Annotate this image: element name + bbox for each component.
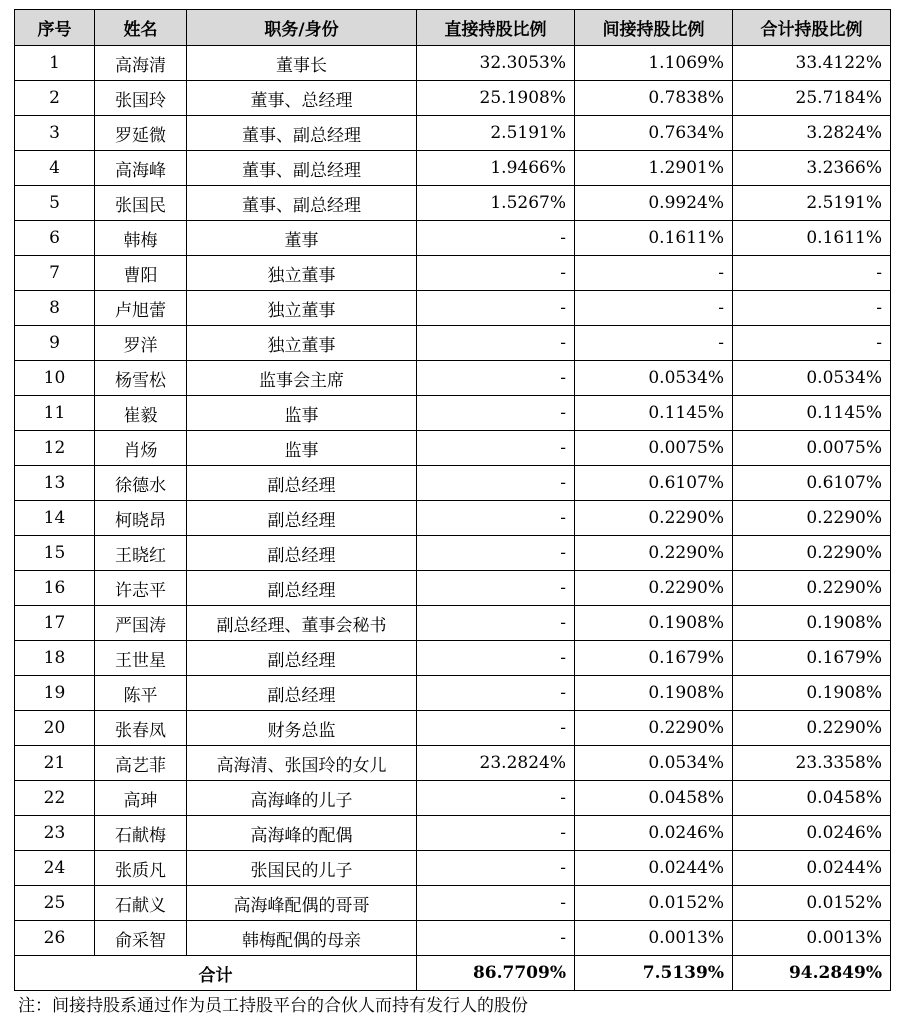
direct-ratio-cell: 25.1908% xyxy=(417,81,575,116)
position-cell: 董事 xyxy=(187,221,417,256)
position-cell: 董事、副总经理 xyxy=(187,186,417,221)
total-ratio-cell: - xyxy=(733,326,891,361)
direct-ratio-cell: 2.5191% xyxy=(417,116,575,151)
header-indirect-ratio: 间接持股比例 xyxy=(575,10,733,46)
index-cell: 25 xyxy=(15,886,95,921)
table-row xyxy=(15,676,891,711)
indirect-ratio-cell: 0.2290% xyxy=(575,501,733,536)
index-cell: 26 xyxy=(15,921,95,956)
header-total-ratio: 合计持股比例 xyxy=(733,10,891,46)
table-header-row xyxy=(15,10,891,46)
table-row xyxy=(15,886,891,921)
indirect-ratio-cell: 0.0075% xyxy=(575,431,733,466)
name-cell: 王世星 xyxy=(95,641,187,676)
name-cell: 罗洋 xyxy=(95,326,187,361)
direct-ratio-cell: - xyxy=(417,781,575,816)
name-cell: 曹阳 xyxy=(95,256,187,291)
indirect-ratio-cell: 1.2901% xyxy=(575,151,733,186)
index-cell: 9 xyxy=(15,326,95,361)
index-cell: 23 xyxy=(15,816,95,851)
header-name: 姓名 xyxy=(95,10,187,46)
total-ratio-cell: 0.0246% xyxy=(733,816,891,851)
table-row xyxy=(15,361,891,396)
direct-ratio-cell: - xyxy=(417,571,575,606)
direct-ratio-cell: - xyxy=(417,641,575,676)
position-cell: 监事 xyxy=(187,396,417,431)
indirect-ratio-cell: 0.1908% xyxy=(575,676,733,711)
indirect-ratio-cell: 0.0152% xyxy=(575,886,733,921)
indirect-ratio-cell: 0.7634% xyxy=(575,116,733,151)
name-cell: 柯晓昂 xyxy=(95,501,187,536)
table-row xyxy=(15,851,891,886)
table-row xyxy=(15,396,891,431)
name-cell: 徐德水 xyxy=(95,466,187,501)
direct-ratio-cell: - xyxy=(417,816,575,851)
header-position: 职务/身份 xyxy=(187,10,417,46)
index-cell: 21 xyxy=(15,746,95,781)
indirect-ratio-cell: 0.1908% xyxy=(575,606,733,641)
total-ratio-cell: - xyxy=(733,291,891,326)
indirect-ratio-cell: 0.2290% xyxy=(575,711,733,746)
index-cell: 3 xyxy=(15,116,95,151)
table-row xyxy=(15,921,891,956)
total-ratio-cell: 23.3358% xyxy=(733,746,891,781)
indirect-ratio-cell: 0.0534% xyxy=(575,361,733,396)
total-ratio-cell: 0.1611% xyxy=(733,221,891,256)
total-ratio-cell: 0.2290% xyxy=(733,711,891,746)
index-cell: 2 xyxy=(15,81,95,116)
total-ratio-cell: 2.5191% xyxy=(733,186,891,221)
direct-ratio-cell: - xyxy=(417,396,575,431)
index-cell: 10 xyxy=(15,361,95,396)
indirect-ratio-cell: 0.7838% xyxy=(575,81,733,116)
index-cell: 13 xyxy=(15,466,95,501)
indirect-ratio-cell: 0.2290% xyxy=(575,536,733,571)
header-index: 序号 xyxy=(15,10,95,46)
total-row xyxy=(15,956,891,991)
total-ratio-cell: 0.0152% xyxy=(733,886,891,921)
indirect-ratio-cell: - xyxy=(575,326,733,361)
table-row xyxy=(15,81,891,116)
table-row xyxy=(15,291,891,326)
name-cell: 俞采智 xyxy=(95,921,187,956)
indirect-ratio-cell: 0.0246% xyxy=(575,816,733,851)
direct-ratio-cell: - xyxy=(417,711,575,746)
index-cell: 8 xyxy=(15,291,95,326)
position-cell: 董事长 xyxy=(187,46,417,81)
name-cell: 高海清 xyxy=(95,46,187,81)
indirect-ratio-cell: 0.0013% xyxy=(575,921,733,956)
direct-ratio-cell: 1.5267% xyxy=(417,186,575,221)
table-row xyxy=(15,466,891,501)
index-cell: 19 xyxy=(15,676,95,711)
total-ratio-cell: 0.1908% xyxy=(733,606,891,641)
direct-ratio-cell: 23.2824% xyxy=(417,746,575,781)
direct-ratio-cell: 1.9466% xyxy=(417,151,575,186)
position-cell: 高海清、张国玲的女儿 xyxy=(187,746,417,781)
position-cell: 张国民的儿子 xyxy=(187,851,417,886)
direct-ratio-cell: 32.3053% xyxy=(417,46,575,81)
total-ratio-cell: 0.6107% xyxy=(733,466,891,501)
position-cell: 副总经理 xyxy=(187,641,417,676)
index-cell: 24 xyxy=(15,851,95,886)
indirect-ratio-cell: 0.2290% xyxy=(575,571,733,606)
table-row xyxy=(15,781,891,816)
table-row xyxy=(15,221,891,256)
direct-ratio-cell: - xyxy=(417,851,575,886)
total-ratio-cell: 33.4122% xyxy=(733,46,891,81)
direct-ratio-cell: - xyxy=(417,501,575,536)
index-cell: 12 xyxy=(15,431,95,466)
direct-ratio-cell: - xyxy=(417,221,575,256)
indirect-ratio-cell: 0.1679% xyxy=(575,641,733,676)
total-ratio-cell: 25.7184% xyxy=(733,81,891,116)
indirect-ratio-cell: 0.0534% xyxy=(575,746,733,781)
name-cell: 高珅 xyxy=(95,781,187,816)
name-cell: 张质凡 xyxy=(95,851,187,886)
position-cell: 副总经理 xyxy=(187,571,417,606)
table-row xyxy=(15,116,891,151)
position-cell: 监事会主席 xyxy=(187,361,417,396)
index-cell: 16 xyxy=(15,571,95,606)
direct-ratio-cell: - xyxy=(417,466,575,501)
index-cell: 18 xyxy=(15,641,95,676)
indirect-ratio-cell: - xyxy=(575,256,733,291)
name-cell: 张国民 xyxy=(95,186,187,221)
table-row xyxy=(15,816,891,851)
name-cell: 张国玲 xyxy=(95,81,187,116)
total-combined: 94.2849% xyxy=(733,956,891,991)
direct-ratio-cell: - xyxy=(417,676,575,711)
shareholding-table-container xyxy=(14,9,890,991)
indirect-ratio-cell: 0.1145% xyxy=(575,396,733,431)
position-cell: 副总经理 xyxy=(187,501,417,536)
shareholding-table xyxy=(14,9,891,991)
indirect-ratio-cell: 0.6107% xyxy=(575,466,733,501)
total-direct: 86.7709% xyxy=(417,956,575,991)
total-ratio-cell: 0.0013% xyxy=(733,921,891,956)
indirect-ratio-cell: 0.0244% xyxy=(575,851,733,886)
table-row xyxy=(15,326,891,361)
direct-ratio-cell: - xyxy=(417,361,575,396)
name-cell: 严国涛 xyxy=(95,606,187,641)
position-cell: 高海峰配偶的哥哥 xyxy=(187,886,417,921)
name-cell: 罗延微 xyxy=(95,116,187,151)
name-cell: 王晓红 xyxy=(95,536,187,571)
indirect-ratio-cell: 1.1069% xyxy=(575,46,733,81)
position-cell: 董事、副总经理 xyxy=(187,116,417,151)
table-row xyxy=(15,501,891,536)
total-ratio-cell: 0.2290% xyxy=(733,501,891,536)
total-label: 合计 xyxy=(15,956,417,991)
index-cell: 14 xyxy=(15,501,95,536)
total-ratio-cell: 0.0075% xyxy=(733,431,891,466)
footnote: 注：间接持股系通过作为员工持股平台的合伙人而持有发行人的股份 xyxy=(18,996,528,1016)
name-cell: 许志平 xyxy=(95,571,187,606)
name-cell: 石献梅 xyxy=(95,816,187,851)
name-cell: 张春凤 xyxy=(95,711,187,746)
position-cell: 独立董事 xyxy=(187,326,417,361)
name-cell: 陈平 xyxy=(95,676,187,711)
total-ratio-cell: - xyxy=(733,256,891,291)
table-row xyxy=(15,151,891,186)
name-cell: 杨雪松 xyxy=(95,361,187,396)
index-cell: 1 xyxy=(15,46,95,81)
direct-ratio-cell: - xyxy=(417,291,575,326)
direct-ratio-cell: - xyxy=(417,256,575,291)
position-cell: 副总经理、董事会秘书 xyxy=(187,606,417,641)
total-ratio-cell: 0.1908% xyxy=(733,676,891,711)
total-ratio-cell: 0.2290% xyxy=(733,571,891,606)
direct-ratio-cell: - xyxy=(417,606,575,641)
position-cell: 财务总监 xyxy=(187,711,417,746)
name-cell: 石献义 xyxy=(95,886,187,921)
table-row xyxy=(15,46,891,81)
name-cell: 高海峰 xyxy=(95,151,187,186)
direct-ratio-cell: - xyxy=(417,886,575,921)
index-cell: 5 xyxy=(15,186,95,221)
position-cell: 独立董事 xyxy=(187,256,417,291)
table-row xyxy=(15,711,891,746)
table-row xyxy=(15,256,891,291)
direct-ratio-cell: - xyxy=(417,921,575,956)
indirect-ratio-cell: 0.0458% xyxy=(575,781,733,816)
table-body xyxy=(15,46,891,956)
position-cell: 副总经理 xyxy=(187,676,417,711)
name-cell: 肖炀 xyxy=(95,431,187,466)
position-cell: 董事、总经理 xyxy=(187,81,417,116)
total-ratio-cell: 0.0458% xyxy=(733,781,891,816)
direct-ratio-cell: - xyxy=(417,326,575,361)
total-ratio-cell: 0.2290% xyxy=(733,536,891,571)
position-cell: 独立董事 xyxy=(187,291,417,326)
index-cell: 6 xyxy=(15,221,95,256)
position-cell: 高海峰的配偶 xyxy=(187,816,417,851)
indirect-ratio-cell: 0.1611% xyxy=(575,221,733,256)
name-cell: 卢旭蕾 xyxy=(95,291,187,326)
table-row xyxy=(15,571,891,606)
table-row xyxy=(15,606,891,641)
total-ratio-cell: 3.2366% xyxy=(733,151,891,186)
position-cell: 董事、副总经理 xyxy=(187,151,417,186)
index-cell: 17 xyxy=(15,606,95,641)
position-cell: 高海峰的儿子 xyxy=(187,781,417,816)
index-cell: 11 xyxy=(15,396,95,431)
table-row xyxy=(15,186,891,221)
position-cell: 监事 xyxy=(187,431,417,466)
position-cell: 副总经理 xyxy=(187,536,417,571)
indirect-ratio-cell: - xyxy=(575,291,733,326)
table-row xyxy=(15,431,891,466)
total-ratio-cell: 0.0244% xyxy=(733,851,891,886)
total-ratio-cell: 0.1145% xyxy=(733,396,891,431)
index-cell: 20 xyxy=(15,711,95,746)
direct-ratio-cell: - xyxy=(417,431,575,466)
name-cell: 高艺菲 xyxy=(95,746,187,781)
total-indirect: 7.5139% xyxy=(575,956,733,991)
index-cell: 4 xyxy=(15,151,95,186)
direct-ratio-cell: - xyxy=(417,536,575,571)
name-cell: 崔毅 xyxy=(95,396,187,431)
total-ratio-cell: 0.1679% xyxy=(733,641,891,676)
index-cell: 7 xyxy=(15,256,95,291)
table-row xyxy=(15,641,891,676)
indirect-ratio-cell: 0.9924% xyxy=(575,186,733,221)
name-cell: 韩梅 xyxy=(95,221,187,256)
header-direct-ratio: 直接持股比例 xyxy=(417,10,575,46)
position-cell: 韩梅配偶的母亲 xyxy=(187,921,417,956)
index-cell: 22 xyxy=(15,781,95,816)
index-cell: 15 xyxy=(15,536,95,571)
total-ratio-cell: 0.0534% xyxy=(733,361,891,396)
table-row xyxy=(15,746,891,781)
total-ratio-cell: 3.2824% xyxy=(733,116,891,151)
table-row xyxy=(15,536,891,571)
position-cell: 副总经理 xyxy=(187,466,417,501)
